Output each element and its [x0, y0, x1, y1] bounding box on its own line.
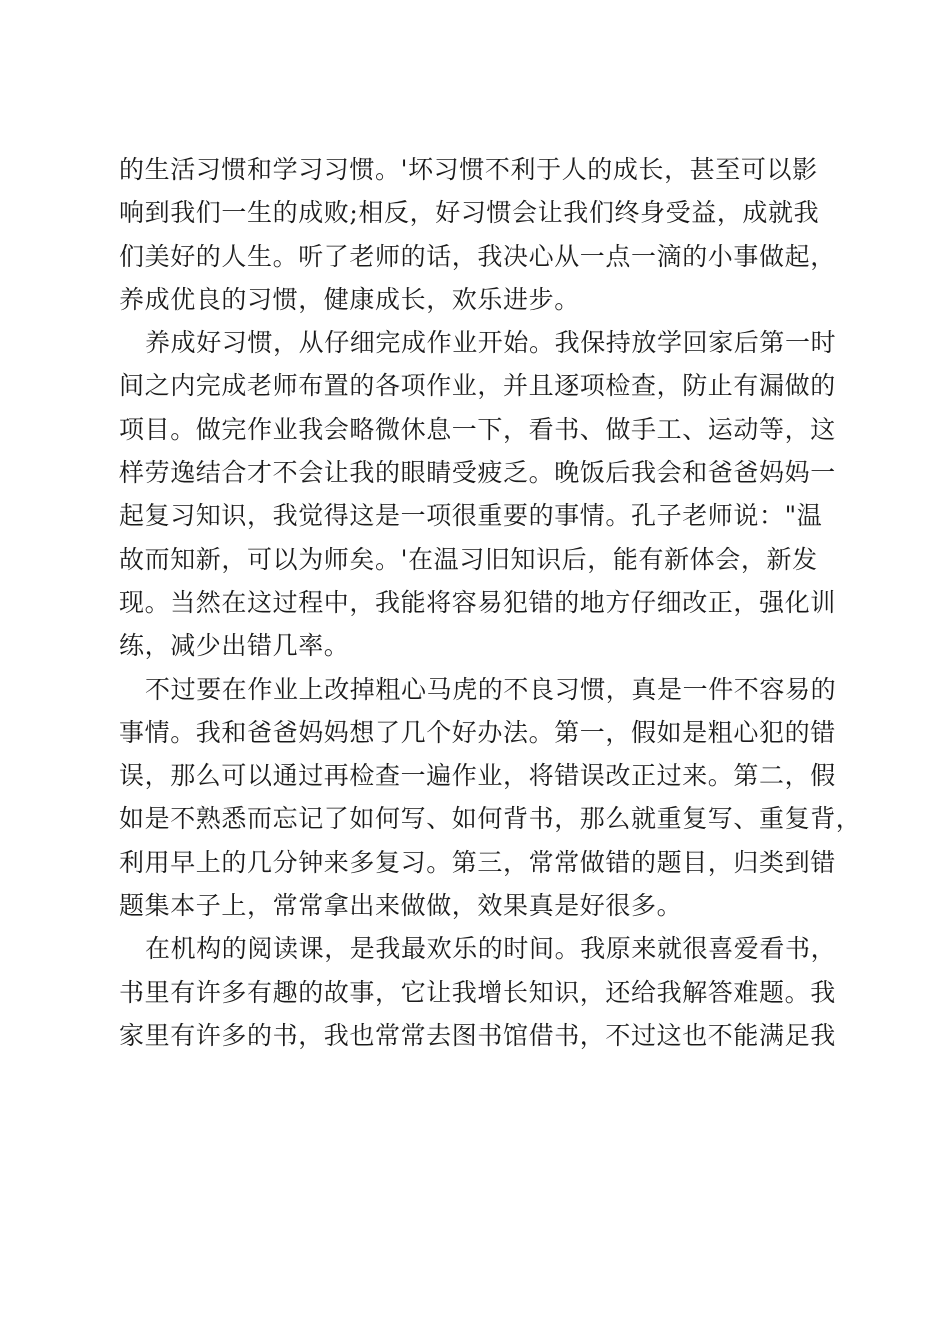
text-line: 间之内完成老师布置的各项作业，并且逐项检查，防止有漏做的	[119, 371, 836, 401]
essay-body	[119, 148, 862, 1057]
text-line: 养成好习惯，从仔细完成作业开始。我保持放学回家后第一时	[145, 328, 837, 358]
text-line: 养成优良的习惯，健康成长，欢乐进步。	[119, 284, 580, 314]
text-line: 事情。我和爸爸妈妈想了几个好办法。第一，假如是粗心犯的错	[119, 717, 836, 747]
text-line: 的生活习惯和学习习惯。'坏习惯不利于人的成长，甚至可以影	[119, 155, 818, 184]
text-line: 利用早上的几分钟来多复习。第三，常常做错的题目，归类到错	[119, 847, 836, 877]
text-line: 家里有许多的书，我也常常去图书馆借书，不过这也不能满足我	[119, 1020, 836, 1050]
text-line: 书里有许多有趣的故事，它让我增长知识，还给我解答难题。我	[119, 977, 836, 1007]
text-line: 现。当然在这过程中，我能将容易犯错的地方仔细改正，强化训	[119, 587, 836, 617]
text-line: 练，减少出错几率。	[119, 631, 350, 661]
text-line: 题集本子上，常常拿出来做做，效果真是好很多。	[119, 891, 683, 921]
text-line: 起复习知识，我觉得这是一项很重要的事情。孔子老师说："温	[119, 501, 823, 531]
text-line: 响到我们一生的成败;相反，好习惯会让我们终身受益，成就我	[119, 198, 820, 228]
text-line: 故而知新，可以为师矣。'在温习旧知识后，能有新体会，新发	[119, 544, 818, 574]
text-line: 在机构的阅读课，是我最欢乐的时间。我原来就很喜爱看书，	[145, 934, 837, 964]
text-line: 项目。做完作业我会略微休息一下，看书、做手工、运动等，这	[119, 414, 836, 444]
text-line: 误，那么可以通过再检查一遍作业，将错误改正过来。第二，假	[119, 761, 836, 791]
text-line: 如是不熟悉而忘记了如何写、如何背书，那么就重复写、重复背，	[119, 804, 862, 834]
text-line: 样劳逸结合才不会让我的眼睛受疲乏。晚饭后我会和爸爸妈妈一	[119, 458, 836, 488]
text-line: 不过要在作业上改掉粗心马虎的不良习惯，真是一件不容易的	[145, 674, 837, 704]
text-line: 们美好的人生。听了老师的话，我决心从一点一滴的小事做起，	[119, 241, 836, 271]
